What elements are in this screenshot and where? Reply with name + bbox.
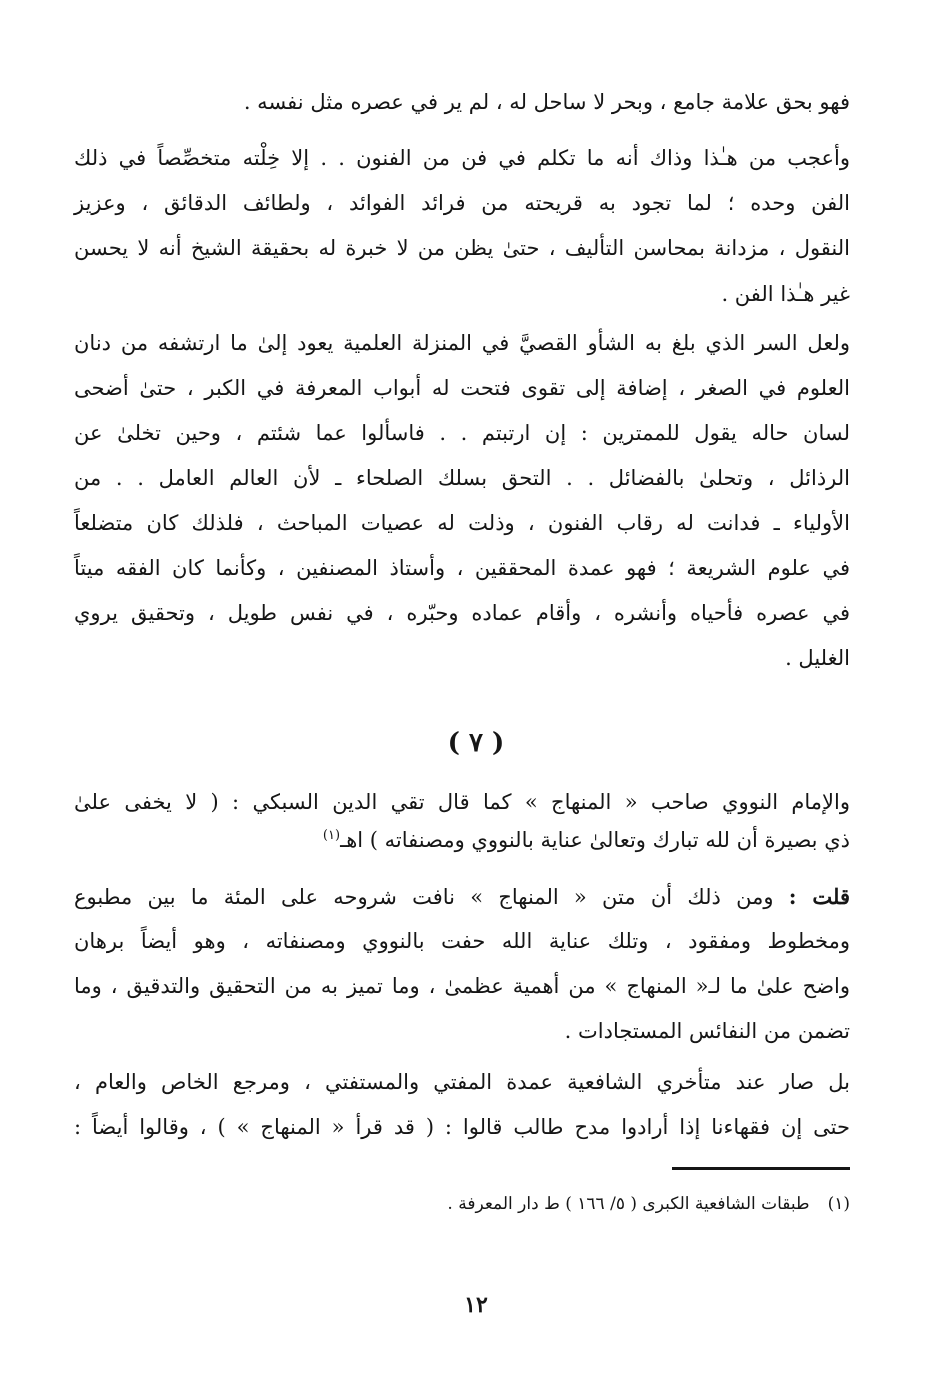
line-text: الرذائل ، وتحلىٰ بالفضائل . . التحق بسلك الصلحاء ـ لأن العالم العامل . . من: [74, 466, 850, 490]
line-text: ومن ذلك أن متن « المنهاج » نافت شروحه على المئة ما بين مطبوع: [74, 885, 789, 909]
footnote: [300, 1194, 850, 1214]
text-line: [74, 333, 850, 354]
text-line: [74, 886, 850, 908]
text-line: [74, 792, 850, 813]
text-line: [74, 284, 850, 305]
line-text: ذي بصيرة أن لله تبارك وتعالىٰ عناية بالنووي ومصنفاته ) اهـ: [340, 828, 850, 852]
line-text: ومخطوط ومفقود ، وتلك عناية الله حفت بالنووي ومصنفاته ، وهو أيضاً برهان: [74, 929, 850, 953]
line-text: العلوم في الصغر ، إضافة إلى تقوى فتحت له أبواب المعرفة في الكبر ، حتىٰ أضحى: [74, 376, 850, 400]
text-line: [74, 513, 850, 534]
line-text: النقول ، مزدانة بمحاسن التأليف ، حتىٰ يظن من لا خبرة له بحقيقة الشيخ أنه لا يحسن: [74, 236, 850, 260]
text-line: [74, 193, 850, 214]
lead-word: قلت :: [788, 884, 850, 909]
text-line: [74, 468, 850, 489]
line-text: والإمام النووي صاحب « المنهاج » كما قال تقي الدين السبكي : ( لا يخفى علىٰ: [74, 790, 850, 814]
line-text: وأعجب من هـٰذا وذاك أنه ما تكلم في فن من الفنون . . إلا خِلْته متخصِّصاً في ذلك: [74, 146, 850, 170]
line-text: فهو بحق علامة جامع ، وبحر لا ساحل له ، لم ير في عصره مثل نفسه .: [243, 90, 850, 114]
line-text: تضمن من النفائس المستجادات .: [564, 1019, 850, 1043]
line-text: حتى إن فقهاءنا إذا أرادوا مدح طالب قالوا : ( قد قرأ « المنهاج » ) ، وقالوا أيضاً :: [74, 1115, 850, 1139]
text-line: [74, 558, 850, 579]
text-line: [74, 423, 850, 444]
page-number: ١٢: [464, 1292, 488, 1318]
footnote-divider: [672, 1167, 850, 1170]
line-text: في عصره فأحياه وأنشره ، وأقام عماده وحبّره ، في نفس طويل ، وتحقيق يروي: [74, 601, 850, 625]
line-text: بل صار عند متأخري الشافعية عمدة المفتي والمستفتي ، ومرجع الخاص والعام ،: [74, 1070, 850, 1094]
line-text: الأولياء ـ فدانت له رقاب الفنون ، وذلت له عصيات المباحث ، فلذلك كان متضلعاً: [74, 511, 850, 535]
text-line: [74, 1117, 850, 1138]
line-text: ولعل السر الذي بلغ به الشأو القصيَّ في المنزلة العلمية يعود إلىٰ ما ارتشفه من دنان: [74, 331, 850, 355]
text-line: [74, 148, 850, 169]
footnote-number: (١): [827, 1194, 850, 1214]
line-text: الغليل .: [785, 646, 850, 670]
text-line: [74, 976, 850, 997]
line-text: واضح علىٰ ما لـ« المنهاج » من أهمية عظمىٰ ، وما تميز به من التحقيق والتدقيق ، وما: [74, 974, 850, 998]
line-text: في علوم الشريعة ؛ فهو عمدة المحققين ، وأستاذ المصنفين ، وكأنما كان الفقه ميتاً: [74, 556, 850, 580]
line-text: غير هـٰذا الفن .: [721, 282, 850, 306]
text-line: [74, 603, 850, 624]
text-line: [74, 238, 850, 259]
line-text: لسان حاله يقول للممترين : إن ارتبتم . . فاسألوا عما شئتم ، وحين تخلىٰ عن: [74, 421, 850, 445]
footnote-reference: (١): [322, 828, 341, 843]
text-line: [74, 829, 850, 851]
line-text: الفن وحده ؛ لما تجود به قريحته من فرائد الفوائد ، ولطائف الدقائق ، وعزيز: [74, 191, 850, 215]
text-line: [74, 378, 850, 399]
text-line: [74, 92, 850, 113]
text-line: [74, 931, 850, 952]
section-heading: ( ٧ ): [447, 728, 505, 758]
text-line: [74, 1072, 850, 1093]
text-line: [74, 1021, 850, 1042]
footnote-text: طبقات الشافعية الكبرى ( ٥/ ١٦٦ ) ط دار المعرفة .: [447, 1194, 810, 1214]
text-line: [74, 648, 850, 669]
